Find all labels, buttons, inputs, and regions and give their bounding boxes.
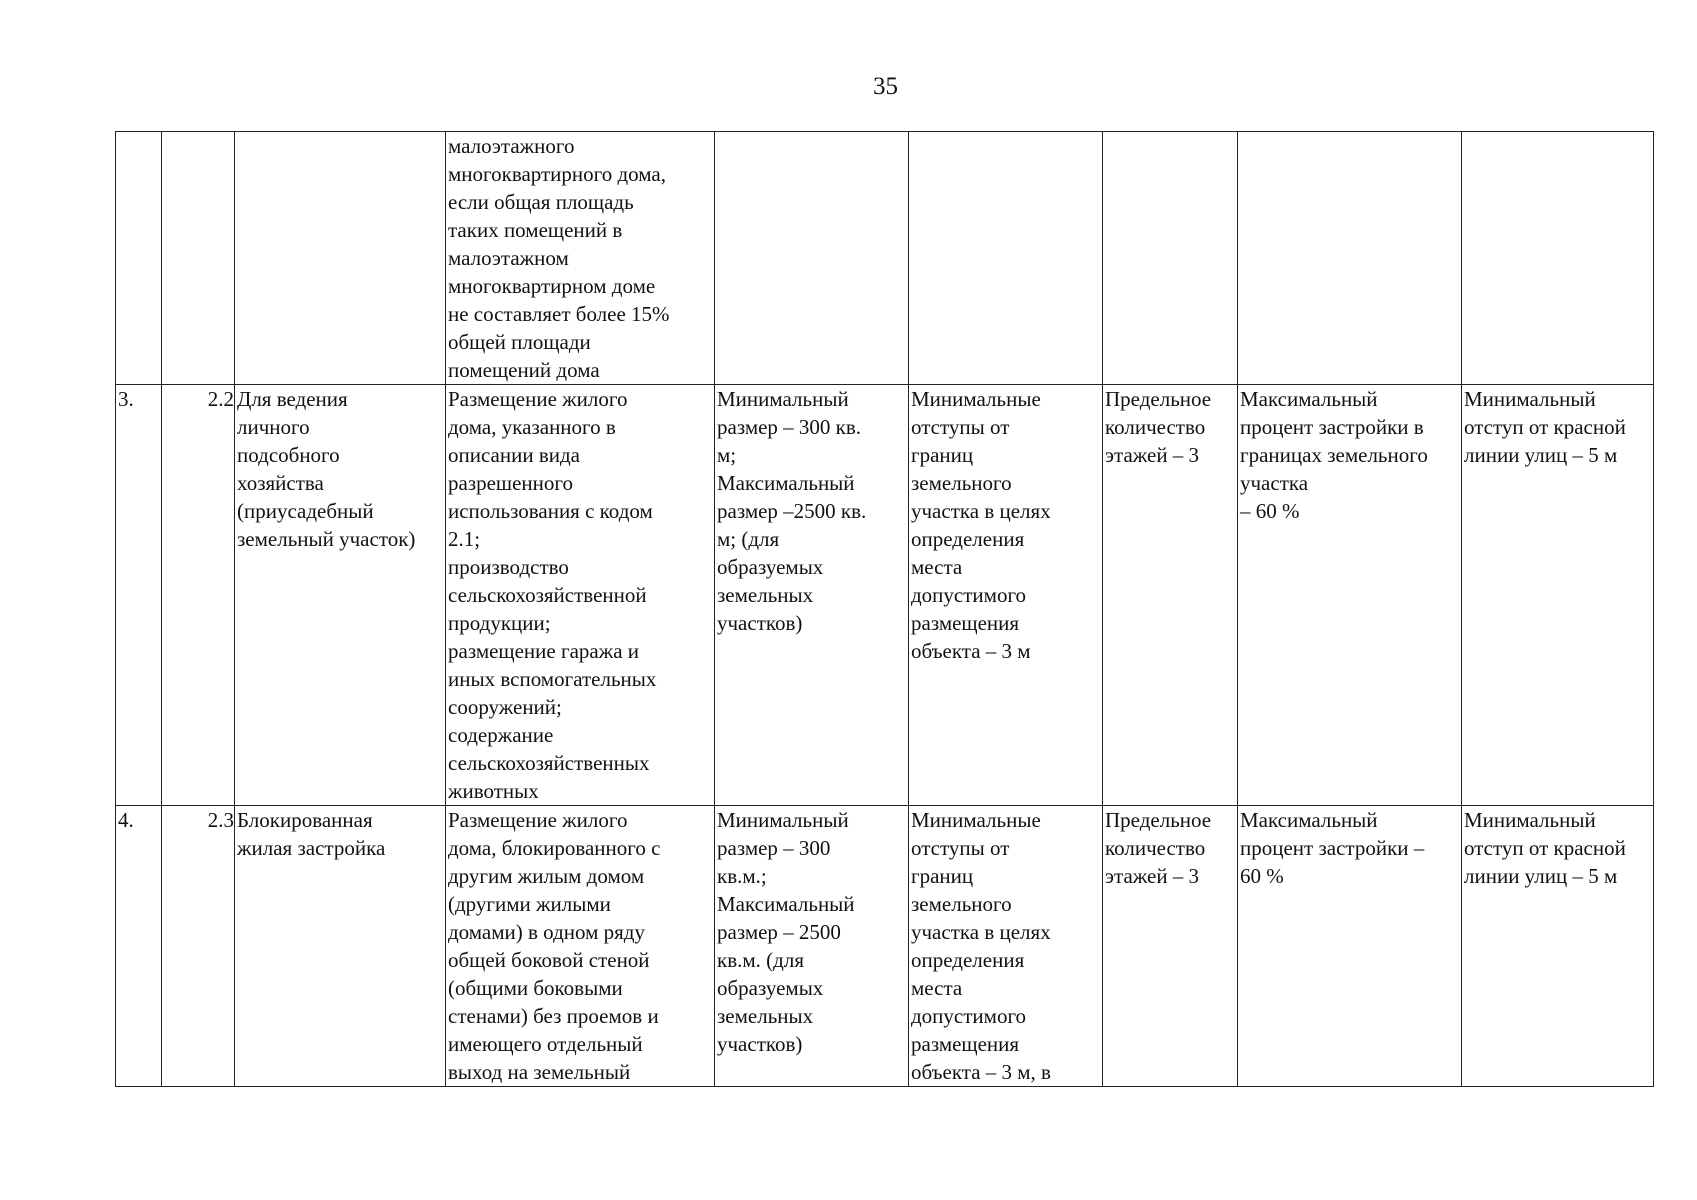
cell-text-line: отступ от красной <box>1464 836 1626 860</box>
cell-text-line: земельного <box>911 892 1012 916</box>
cell-text-line: подсобного <box>237 443 340 467</box>
use-name-cell <box>235 385 446 806</box>
cell-text-line: Минимальный <box>717 387 849 411</box>
cell-text-line: если общая площадь <box>448 190 634 214</box>
plot-area-cell <box>715 132 909 385</box>
cell-text-line: Предельное <box>1105 387 1212 411</box>
cell-text-line: места <box>911 976 963 1000</box>
cell-text-line: земельных <box>717 583 814 607</box>
boundary-setback-cell <box>909 806 1103 1087</box>
cell-text-line: общей площади <box>448 330 591 354</box>
cell-text-line: отступы от <box>911 836 1010 860</box>
row-number-cell <box>116 132 162 385</box>
cell-text-line: размер – 300 кв. <box>717 415 862 439</box>
cell-text-line: выход на земельный <box>448 1060 631 1084</box>
cell-text-line: участков) <box>717 1032 803 1056</box>
cell-text-line: Максимальный <box>1240 808 1378 832</box>
use-name-cell <box>235 132 446 385</box>
cell-text-line: – 60 % <box>1240 499 1300 523</box>
cell-text-line: животных <box>448 779 539 803</box>
cell-text-line: границ <box>911 864 974 888</box>
table-row <box>116 132 1654 385</box>
cell-text-line: этажей – 3 <box>1105 864 1200 888</box>
cell-text-line: процент застройки – <box>1240 836 1425 860</box>
coverage-percent-cell <box>1238 385 1462 806</box>
cell-text-line: места <box>911 555 963 579</box>
zoning-regulations-table <box>115 131 1654 1087</box>
cell-text-line: допустимого <box>911 583 1027 607</box>
cell-text-line: земельного <box>911 471 1012 495</box>
cell-text-line: размер – 300 <box>717 836 831 860</box>
red-line-setback-cell <box>1462 385 1654 806</box>
cell-text-line: земельных <box>717 1004 814 1028</box>
cell-text-line: участков) <box>717 611 803 635</box>
table-row <box>116 385 1654 806</box>
cell-text-line: количество <box>1105 415 1206 439</box>
cell-text-line: (приусадебный <box>237 499 374 523</box>
cell-text-line: Блокированная <box>237 808 373 832</box>
cell-text-line: размер – 2500 <box>717 920 841 944</box>
cell-text-line: имеющего отдельный <box>448 1032 643 1056</box>
cell-text-line: Минимальный <box>1464 808 1596 832</box>
cell-text-line: Для ведения <box>237 387 348 411</box>
cell-text-line: земельный участок) <box>237 527 416 551</box>
cell-text-line: описании вида <box>448 443 580 467</box>
cell-text-line: содержание <box>448 723 554 747</box>
use-name-cell <box>235 806 446 1087</box>
row-number-cell: 4. <box>116 806 162 1087</box>
cell-text-line: использования с кодом <box>448 499 653 523</box>
cell-text-line: м; (для <box>717 527 780 551</box>
cell-text-line: объекта – 3 м <box>911 639 1031 663</box>
floor-limit-cell <box>1103 385 1238 806</box>
cell-text-line: сельскохозяйственных <box>448 751 650 775</box>
cell-text-line: дома, указанного в <box>448 415 616 439</box>
table-row <box>116 806 1654 1087</box>
use-code-cell: 2.3 <box>162 806 235 1087</box>
floor-limit-cell <box>1103 806 1238 1087</box>
cell-text-line: иных вспомогательных <box>448 667 657 691</box>
cell-text-line: сооружений; <box>448 695 562 719</box>
plot-area-cell <box>715 385 909 806</box>
cell-text-line: размещения <box>911 1032 1020 1056</box>
cell-text-line: допустимого <box>911 1004 1027 1028</box>
row-number-cell: 3. <box>116 385 162 806</box>
cell-text-line: объекта – 3 м, в <box>911 1060 1051 1084</box>
floor-limit-cell <box>1103 132 1238 385</box>
cell-text-line: Минимальный <box>717 808 849 832</box>
cell-text-line: участка в целях <box>911 920 1051 944</box>
use-code-cell: 2.2 <box>162 385 235 806</box>
red-line-setback-cell <box>1462 132 1654 385</box>
use-description-cell <box>446 806 715 1087</box>
cell-text-line: Минимальные <box>911 808 1041 832</box>
cell-text-line: образуемых <box>717 555 824 579</box>
cell-text-line: этажей – 3 <box>1105 443 1200 467</box>
cell-text-line: отступы от <box>911 415 1010 439</box>
cell-text-line: не составляет более 15% <box>448 302 670 326</box>
use-code-cell <box>162 132 235 385</box>
cell-text-line: помещений дома <box>448 358 600 382</box>
cell-text-line: Размещение жилого <box>448 808 628 832</box>
cell-text-line: (общими боковыми <box>448 976 623 1000</box>
cell-text-line: дома, блокированного с <box>448 836 661 860</box>
cell-text-line: границах земельного <box>1240 443 1428 467</box>
cell-text-line: таких помещений в <box>448 218 623 242</box>
cell-text-line: (другими жилыми <box>448 892 611 916</box>
boundary-setback-cell <box>909 385 1103 806</box>
cell-text-line: разрешенного <box>448 471 573 495</box>
cell-text-line: малоэтажного <box>448 134 575 158</box>
cell-text-line: хозяйства <box>237 471 324 495</box>
cell-text-line: границ <box>911 443 974 467</box>
cell-text-line: сельскохозяйственной <box>448 583 647 607</box>
cell-text-line: линии улиц – 5 м <box>1464 864 1618 888</box>
plot-area-cell <box>715 806 909 1087</box>
use-description-cell <box>446 132 715 385</box>
cell-text-line: 60 % <box>1240 864 1284 888</box>
coverage-percent-cell <box>1238 806 1462 1087</box>
cell-text-line: Размещение жилого <box>448 387 628 411</box>
red-line-setback-cell <box>1462 806 1654 1087</box>
boundary-setback-cell <box>909 132 1103 385</box>
cell-text-line: Предельное <box>1105 808 1212 832</box>
cell-text-line: количество <box>1105 836 1206 860</box>
cell-text-line: Минимальный <box>1464 387 1596 411</box>
cell-text-line: Максимальный <box>717 892 855 916</box>
cell-text-line: определения <box>911 948 1025 972</box>
use-description-cell <box>446 385 715 806</box>
cell-text-line: производство <box>448 555 569 579</box>
cell-text-line: линии улиц – 5 м <box>1464 443 1618 467</box>
cell-text-line: многоквартирного дома, <box>448 162 666 186</box>
cell-text-line: кв.м. (для <box>717 948 804 972</box>
cell-text-line: стенами) без проемов и <box>448 1004 659 1028</box>
coverage-percent-cell <box>1238 132 1462 385</box>
cell-text-line: кв.м.; <box>717 864 767 888</box>
cell-text-line: м; <box>717 443 737 467</box>
table-body <box>116 132 1654 1087</box>
cell-text-line: многоквартирном доме <box>448 274 656 298</box>
cell-text-line: Максимальный <box>717 471 855 495</box>
cell-text-line: домами) в одном ряду <box>448 920 645 944</box>
cell-text-line: участка <box>1240 471 1309 495</box>
cell-text-line: отступ от красной <box>1464 415 1626 439</box>
cell-text-line: определения <box>911 527 1025 551</box>
cell-text-line: Максимальный <box>1240 387 1378 411</box>
cell-text-line: жилая застройка <box>237 836 386 860</box>
cell-text-line: Минимальные <box>911 387 1041 411</box>
cell-text-line: другим жилым домом <box>448 864 645 888</box>
cell-text-line: личного <box>237 415 310 439</box>
cell-text-line: продукции; <box>448 611 551 635</box>
cell-text-line: размер –2500 кв. <box>717 499 867 523</box>
cell-text-line: общей боковой стеной <box>448 948 650 972</box>
cell-text-line: образуемых <box>717 976 824 1000</box>
cell-text-line: размещения <box>911 611 1020 635</box>
page-number: 35 <box>873 73 898 100</box>
cell-text-line: процент застройки в <box>1240 415 1424 439</box>
cell-text-line: 2.1; <box>448 527 481 551</box>
cell-text-line: размещение гаража и <box>448 639 640 663</box>
cell-text-line: малоэтажном <box>448 246 569 270</box>
cell-text-line: участка в целях <box>911 499 1051 523</box>
